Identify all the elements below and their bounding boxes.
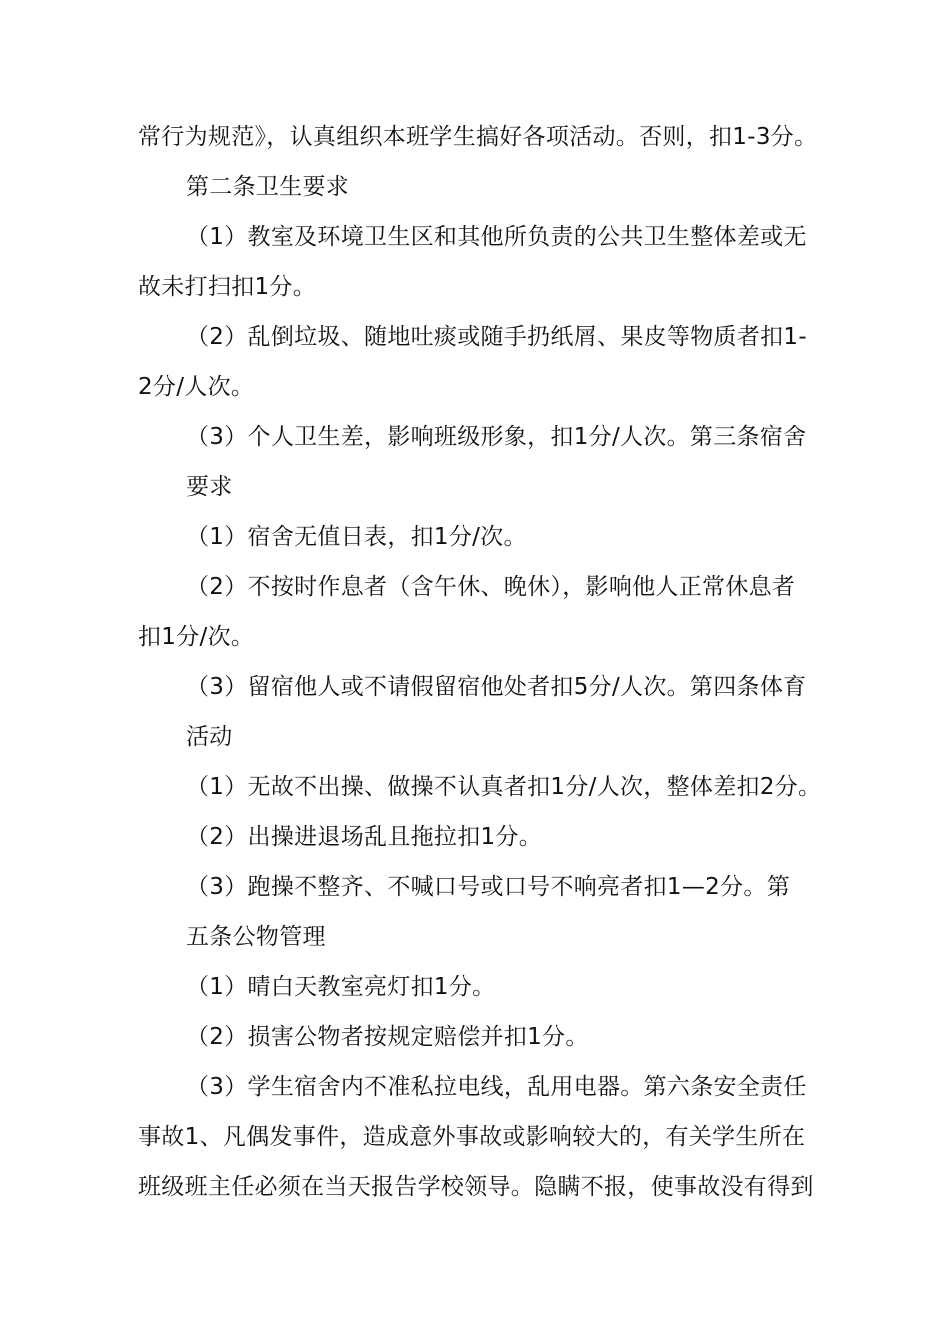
- text-line: （1）教室及环境卫生区和其他所负责的公共卫生整体差或无: [186, 224, 807, 250]
- text-line: 班级班主任必须在当天报告学校领导。隐瞒不报，使事故没有得到: [138, 1174, 814, 1200]
- text-line: （3）跑操不整齐、不喊口号或口号不响亮者扣1—2分。第: [186, 874, 790, 900]
- text-line: 活动: [186, 724, 233, 750]
- text-line: （2）出操进退场乱且拖拉扣1分。: [186, 824, 543, 850]
- text-line: 2分/人次。: [138, 374, 255, 400]
- text-line: 故未打扫扣1分。: [138, 274, 317, 300]
- section-heading: 第二条卫生要求: [186, 174, 350, 200]
- text-line: 常行为规范》，认真组织本班学生搞好各项活动。否则，扣1-3分。: [138, 124, 818, 150]
- text-line: （2）不按时作息者（含午休、晚休），影响他人正常休息者: [186, 574, 796, 600]
- text-line: 要求: [186, 474, 233, 500]
- text-line: （2）损害公物者按规定赔偿并扣1分。: [186, 1024, 589, 1050]
- text-line: 五条公物管理: [186, 924, 326, 950]
- text-line: （3）留宿他人或不请假留宿他处者扣5分/人次。第四条体育: [186, 674, 807, 700]
- text-line: （1）晴白天教室亮灯扣1分。: [186, 974, 496, 1000]
- text-line: （3）个人卫生差，影响班级形象，扣1分/人次。第三条宿舍: [186, 424, 807, 450]
- text-line: 事故1、凡偶发事件，造成意外事故或影响较大的，有关学生所在: [138, 1124, 806, 1150]
- text-line: （1）宿舍无值日表，扣1分/次。: [186, 524, 527, 550]
- text-line: （3）学生宿舍内不准私拉电线，乱用电器。第六条安全责任: [186, 1074, 807, 1100]
- text-line: 扣1分/次。: [138, 624, 255, 650]
- text-line: （1）无故不出操、做操不认真者扣1分/人次，整体差扣2分。: [186, 774, 822, 800]
- text-line: （2）乱倒垃圾、随地吐痰或随手扔纸屑、果皮等物质者扣1-: [186, 324, 807, 350]
